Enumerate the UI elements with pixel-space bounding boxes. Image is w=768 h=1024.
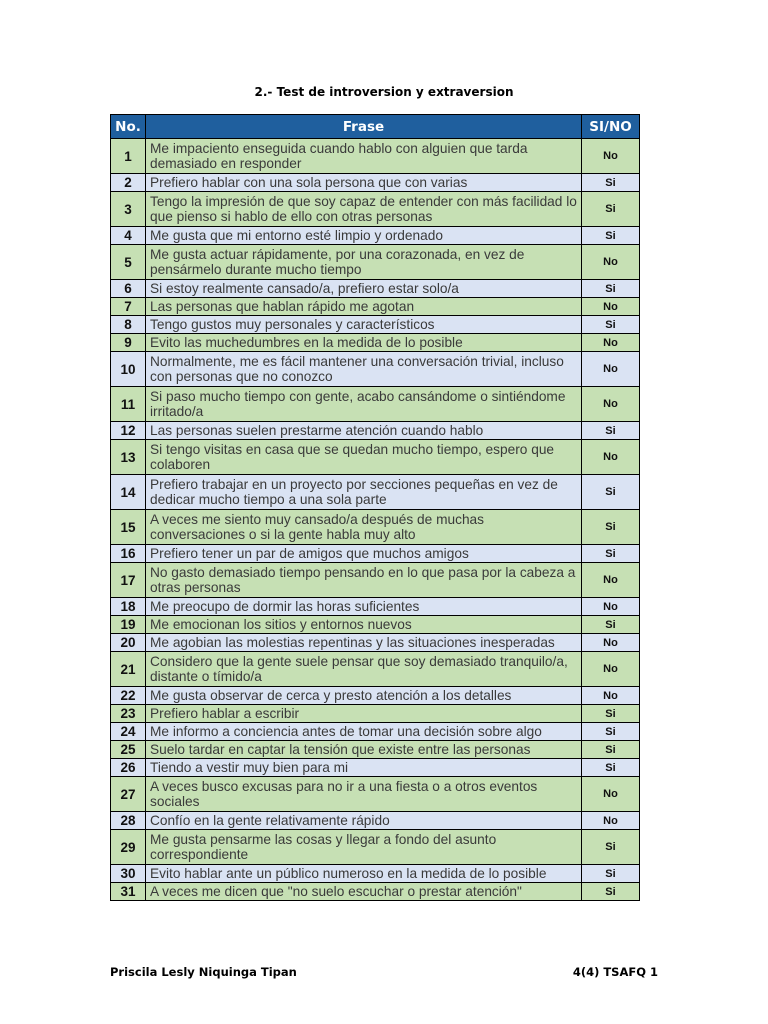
row-number: 2 <box>111 174 146 192</box>
row-phrase: Me gusta que mi entorno esté limpio y ordenado <box>146 227 582 245</box>
row-answer: Si <box>582 316 640 334</box>
row-number: 13 <box>111 440 146 475</box>
row-number: 19 <box>111 616 146 634</box>
row-answer: No <box>582 352 640 387</box>
row-phrase: Prefiero hablar con una sola persona que con varias <box>146 174 582 192</box>
row-phrase: Me impaciento enseguida cuando hablo con alguien que tarda demasiado en responder <box>146 139 582 174</box>
row-phrase: No gasto demasiado tiempo pensando en lo que pasa por la cabeza a otras personas <box>146 563 582 598</box>
row-answer: No <box>582 440 640 475</box>
row-number: 10 <box>111 352 146 387</box>
row-phrase: Normalmente, me es fácil mantener una conversación trivial, incluso con personas que no conozco <box>146 352 582 387</box>
table-row <box>111 334 640 352</box>
table-row <box>111 883 640 901</box>
row-answer: No <box>582 652 640 687</box>
row-number: 8 <box>111 316 146 334</box>
table-row <box>111 192 640 227</box>
row-phrase: Tengo la impresión de que soy capaz de entender con más facilidad lo que pienso si hablo de ello con otras personas <box>146 192 582 227</box>
row-answer: No <box>582 777 640 812</box>
table-row <box>111 741 640 759</box>
footer-page-number: 4(4) TSAFQ 1 <box>572 965 658 979</box>
row-number: 11 <box>111 387 146 422</box>
column-header-sino: SI/NO <box>582 115 640 139</box>
row-answer: No <box>582 334 640 352</box>
table-row <box>111 280 640 298</box>
row-phrase: Me agobian las molestias repentinas y las situaciones inesperadas <box>146 634 582 652</box>
row-phrase: Me gusta pensarme las cosas y llegar a fondo del asunto correspondiente <box>146 830 582 865</box>
row-phrase: Tiendo a vestir muy bien para mi <box>146 759 582 777</box>
table-row <box>111 759 640 777</box>
row-phrase: Evito hablar ante un público numeroso en la medida de lo posible <box>146 865 582 883</box>
row-answer: Si <box>582 227 640 245</box>
row-phrase: Las personas suelen prestarme atención cuando hablo <box>146 422 582 440</box>
row-phrase: Me gusta actuar rápidamente, por una corazonada, en vez de pensármelo durante mucho tiempo <box>146 245 582 280</box>
row-number: 4 <box>111 227 146 245</box>
row-number: 5 <box>111 245 146 280</box>
row-number: 3 <box>111 192 146 227</box>
row-answer: Si <box>582 723 640 741</box>
row-number: 17 <box>111 563 146 598</box>
row-number: 22 <box>111 687 146 705</box>
row-answer: Si <box>582 830 640 865</box>
row-number: 28 <box>111 812 146 830</box>
row-phrase: Si paso mucho tiempo con gente, acabo cansándome o sintiéndome irritado/a <box>146 387 582 422</box>
row-answer: Si <box>582 759 640 777</box>
table-row <box>111 174 640 192</box>
row-answer: Si <box>582 545 640 563</box>
table-row <box>111 545 640 563</box>
row-phrase: Confío en la gente relativamente rápido <box>146 812 582 830</box>
table-row <box>111 812 640 830</box>
row-answer: No <box>582 245 640 280</box>
row-answer: Si <box>582 616 640 634</box>
row-answer: Si <box>582 865 640 883</box>
row-number: 15 <box>111 510 146 545</box>
table-row <box>111 634 640 652</box>
row-number: 20 <box>111 634 146 652</box>
row-number: 14 <box>111 475 146 510</box>
row-number: 29 <box>111 830 146 865</box>
row-phrase: Me preocupo de dormir las horas suficientes <box>146 598 582 616</box>
row-answer: Si <box>582 174 640 192</box>
row-number: 9 <box>111 334 146 352</box>
column-header-frase: Frase <box>146 115 582 139</box>
row-phrase: Prefiero tener un par de amigos que muchos amigos <box>146 545 582 563</box>
row-answer: Si <box>582 510 640 545</box>
row-phrase: Tengo gustos muy personales y característicos <box>146 316 582 334</box>
table-row <box>111 705 640 723</box>
row-number: 27 <box>111 777 146 812</box>
row-number: 1 <box>111 139 146 174</box>
table-row <box>111 227 640 245</box>
row-answer: No <box>582 387 640 422</box>
table-header-row <box>111 115 640 139</box>
row-number: 12 <box>111 422 146 440</box>
table-row <box>111 687 640 705</box>
row-number: 30 <box>111 865 146 883</box>
table-row <box>111 723 640 741</box>
row-number: 18 <box>111 598 146 616</box>
row-phrase: Si tengo visitas en casa que se quedan mucho tiempo, espero que colaboren <box>146 440 582 475</box>
row-answer: Si <box>582 192 640 227</box>
footer-author: Priscila Lesly Niquinga Tipan <box>110 965 297 979</box>
row-phrase: Evito las muchedumbres en la medida de lo posible <box>146 334 582 352</box>
table-row <box>111 440 640 475</box>
row-answer: Si <box>582 475 640 510</box>
table-row <box>111 652 640 687</box>
row-phrase: Considero que la gente suele pensar que soy demasiado tranquilo/a, distante o tímido/a <box>146 652 582 687</box>
row-answer: No <box>582 687 640 705</box>
row-number: 7 <box>111 298 146 316</box>
row-number: 23 <box>111 705 146 723</box>
table-row <box>111 510 640 545</box>
row-phrase: Las personas que hablan rápido me agotan <box>146 298 582 316</box>
row-answer: No <box>582 634 640 652</box>
row-phrase: Me gusta observar de cerca y presto atención a los detalles <box>146 687 582 705</box>
row-phrase: A veces me dicen que "no suelo escuchar o prestar atención" <box>146 883 582 901</box>
table-row <box>111 352 640 387</box>
table-row <box>111 298 640 316</box>
row-answer: No <box>582 298 640 316</box>
table-row <box>111 563 640 598</box>
row-number: 16 <box>111 545 146 563</box>
row-number: 21 <box>111 652 146 687</box>
row-phrase: Si estoy realmente cansado/a, prefiero estar solo/a <box>146 280 582 298</box>
row-number: 25 <box>111 741 146 759</box>
table-row <box>111 245 640 280</box>
table-row <box>111 830 640 865</box>
table-row <box>111 422 640 440</box>
row-answer: Si <box>582 705 640 723</box>
row-answer: No <box>582 563 640 598</box>
table-row <box>111 475 640 510</box>
row-phrase: Prefiero trabajar en un proyecto por secciones pequeñas en vez de dedicar mucho tiempo a una sola parte <box>146 475 582 510</box>
row-phrase: A veces busco excusas para no ir a una fiesta o a otros eventos sociales <box>146 777 582 812</box>
row-answer: Si <box>582 883 640 901</box>
row-phrase: A veces me siento muy cansado/a después de muchas conversaciones o si la gente habla muy alto <box>146 510 582 545</box>
row-answer: No <box>582 598 640 616</box>
row-phrase: Me informo a conciencia antes de tomar una decisión sobre algo <box>146 723 582 741</box>
row-number: 31 <box>111 883 146 901</box>
row-answer: Si <box>582 741 640 759</box>
table-row <box>111 598 640 616</box>
table-row <box>111 139 640 174</box>
row-number: 26 <box>111 759 146 777</box>
row-answer: No <box>582 139 640 174</box>
row-phrase: Suelo tardar en captar la tensión que existe entre las personas <box>146 741 582 759</box>
table-row <box>111 777 640 812</box>
row-number: 24 <box>111 723 146 741</box>
row-phrase: Me emocionan los sitios y entornos nuevos <box>146 616 582 634</box>
row-answer: Si <box>582 422 640 440</box>
test-table <box>110 114 640 901</box>
table-row <box>111 387 640 422</box>
document-title: 2.- Test de introversion y extraversion <box>254 85 514 99</box>
row-number: 6 <box>111 280 146 298</box>
table-row <box>111 865 640 883</box>
column-header-no: No. <box>111 115 146 139</box>
table-row <box>111 316 640 334</box>
row-answer: No <box>582 812 640 830</box>
row-answer: Si <box>582 280 640 298</box>
row-phrase: Prefiero hablar a escribir <box>146 705 582 723</box>
table-row <box>111 616 640 634</box>
